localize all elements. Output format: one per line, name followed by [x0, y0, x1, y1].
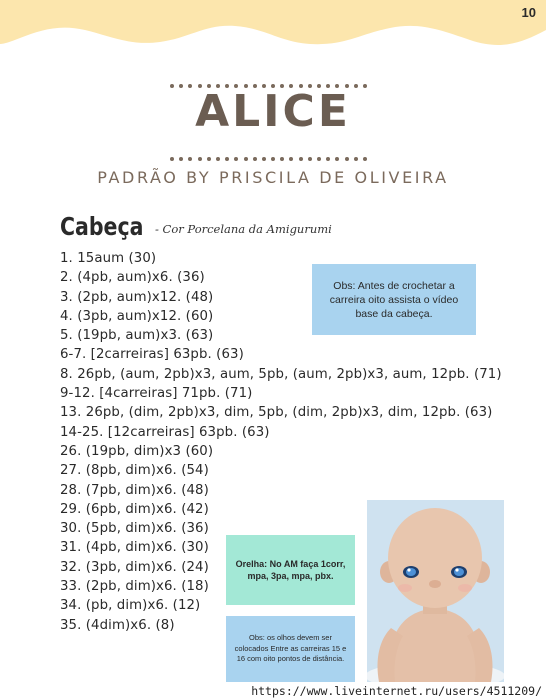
- eyes-note: [226, 616, 355, 682]
- doll-head-photo: [367, 500, 504, 682]
- dot: [345, 157, 349, 161]
- dot: [289, 157, 293, 161]
- dot: [170, 157, 174, 161]
- obs-video-text: Obs: Antes de crochetar a carreira oito assista o vídeo base da cabeça.: [329, 279, 459, 320]
- instruction-row: 35. (4dim)x6. (8): [60, 617, 175, 633]
- dot: [326, 157, 330, 161]
- dot: [253, 157, 257, 161]
- dot: [317, 157, 321, 161]
- dot: [216, 157, 220, 161]
- instruction-row: 3. (2pb, aum)x12. (48): [60, 289, 214, 305]
- dot: [262, 157, 266, 161]
- instruction-row: 33. (2pb, dim)x6. (18): [60, 579, 209, 595]
- instruction-row: 1. 15aum (30): [60, 251, 157, 266]
- dot: [234, 157, 238, 161]
- dot: [280, 157, 284, 161]
- instruction-row: 31. (4pb, dim)x6. (30): [60, 540, 209, 556]
- instruction-row: 8. 26pb, (aum, 2pb)x3, aum, 5pb, (aum, 2pb)x3, aum, 12pb. (71): [60, 366, 502, 382]
- dot: [299, 157, 303, 161]
- dot: [363, 157, 367, 161]
- instruction-row: 14-25. [12carreiras] 63pb. (63): [60, 424, 270, 440]
- pattern-title: ALICE: [195, 86, 351, 137]
- title-dots-bottom: [170, 148, 376, 154]
- instruction-row: 4. (3pb, aum)x12. (60): [60, 308, 214, 324]
- title-dots-top: [170, 75, 376, 81]
- dot: [207, 157, 211, 161]
- dot: [354, 157, 358, 161]
- dot: [271, 157, 275, 161]
- section-title: Cabeça: [60, 212, 144, 241]
- dot: [198, 157, 202, 161]
- instruction-row: 32. (3pb, dim)x6. (24): [60, 559, 209, 575]
- instruction-row: 9-12. [4carreiras] 71pb. (71): [60, 386, 253, 402]
- top-wave-decoration: [0, 0, 546, 52]
- instruction-row: 27. (8pb, dim)x6. (54): [60, 463, 209, 479]
- dot: [225, 157, 229, 161]
- dot: [179, 157, 183, 161]
- pattern-author: PADRÃO BY PRISCILA DE OLIVEIRA: [97, 168, 449, 187]
- instruction-row: 13. 26pb, (dim, 2pb)x3, dim, 5pb, (dim, 2pb)x3, dim, 12pb. (63): [60, 405, 493, 421]
- dot: [188, 157, 192, 161]
- instruction-row: 2. (4pb, aum)x6. (36): [60, 270, 205, 286]
- eyes-note-text: Obs: os olhos devem ser colocados Entre as carreiras 15 e 16 com oito pontos de distância.: [234, 633, 347, 664]
- dot: [308, 157, 312, 161]
- instruction-row: 28. (7pb, dim)x6. (48): [60, 482, 209, 498]
- ear-note: [226, 535, 355, 605]
- instruction-row: 5. (19pb, aum)x3. (63): [60, 328, 214, 344]
- obs-video-note: [312, 264, 476, 335]
- section-color-note: - Cor Porcelana da Amigurumi: [155, 222, 332, 236]
- instruction-row: 34. (pb, dim)x6. (12): [60, 598, 201, 614]
- dot: [335, 157, 339, 161]
- instruction-row: 26. (19pb, dim)x3 (60): [60, 443, 214, 459]
- instruction-row: 30. (5pb, dim)x6. (36): [60, 521, 209, 537]
- page-number: 10: [521, 5, 536, 20]
- instruction-row: 29. (6pb, dim)x6. (42): [60, 501, 209, 517]
- ear-note-text: Orelha: No AM faça 1corr, mpa, 3pa, mpa, pbx.: [235, 559, 346, 581]
- source-url-watermark: https://www.liveinternet.ru/users/4511209/: [251, 684, 542, 698]
- instruction-row: 6-7. [2carreiras] 63pb. (63): [60, 347, 244, 363]
- dot: [244, 157, 248, 161]
- doll-illustration: [367, 500, 504, 682]
